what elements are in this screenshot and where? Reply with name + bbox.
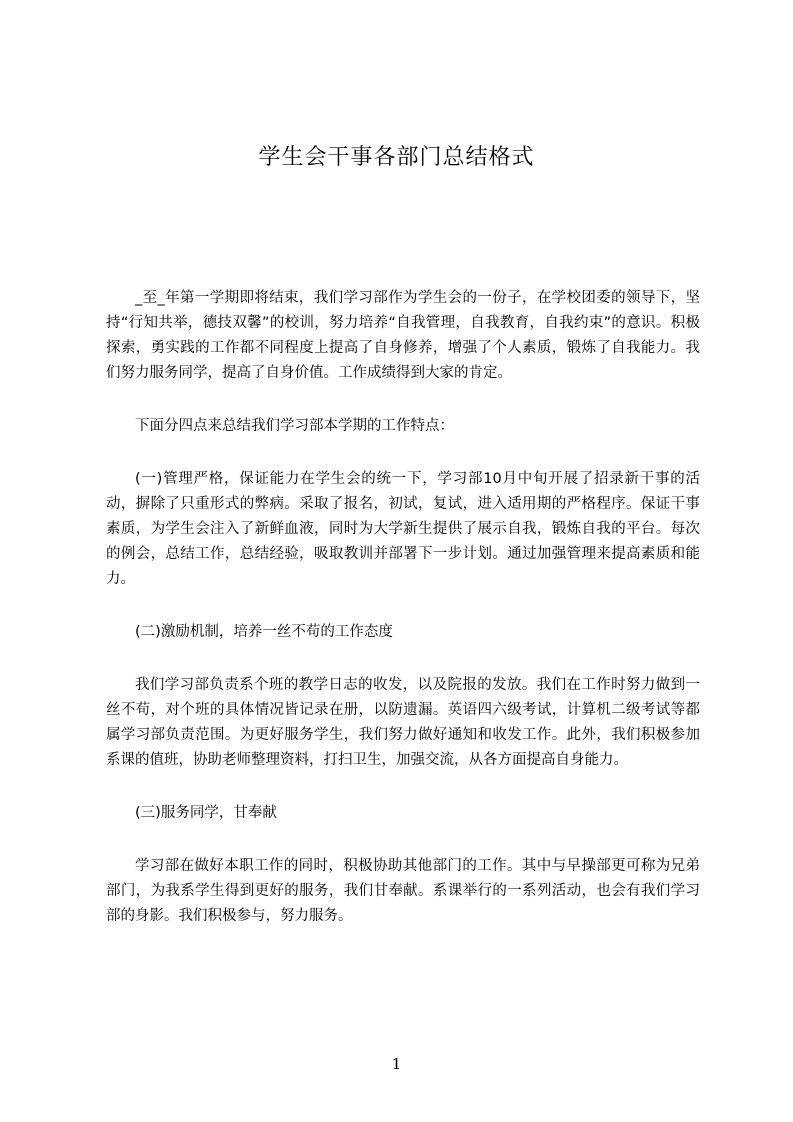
- section-2-paragraph: 我们学习部负责系个班的教学日志的收发，以及院报的发放。我们在工作时努力做到一丝不苟，对个班的具体情况皆记录在册，以防遗漏。英语四六级考试，计算机二级考试等都属学习部负责范围。为更好服务学生，我们努力做好通知和收发工作。此外，我们积极参加系课的值班，协助老师整理资料，打扫卫生，加强交流，从各方面提高自身能力。: [106, 677, 700, 768]
- intro-paragraph: _至_年第一学期即将结束，我们学习部作为学生会的一份子，在学校团委的领导下，坚持“行知共举，德技双馨”的校训，努力培养“自我管理，自我教育，自我约束”的意识。积极探索，勇实践的工作都不同程度上提高了自身修养，增强了个人素质，锻炼了自我能力。我们努力服务同学，提高了自身价值。工作成绩得到大家的肯定。: [106, 290, 700, 381]
- section-1-paragraph: (一)管理严格，保证能力在学生会的统一下，学习部10月中旬开展了招录新干事的活动，摒除了只重形式的弊病。采取了报名，初试，复试，进入适用期的严格程序。保证干事素质，为学生会注入了新鲜血液，同时为大学新生提供了展示自我，锻炼自我的平台。每次的例会，总结工作，总结经验，吸取教训并部署下一步计划。通过加强管理来提高素质和能力。: [106, 471, 700, 587]
- document-body: [106, 286, 700, 957]
- section-2-heading: (二)激励机制，培养一丝不苟的工作态度: [135, 624, 393, 640]
- section-3-paragraph: 学习部在做好本职工作的同时，积极协助其他部门的工作。其中与早操部更可称为兄弟部门，为我系学生得到更好的服务，我们甘奉献。系课举行的一系列活动，也会有我们学习部的身影。我们积极参与，努力服务。: [106, 858, 700, 924]
- document-title: 学生会干事各部门总结格式: [258, 145, 535, 170]
- overview-paragraph: 下面分四点来总结我们学习部本学期的工作特点：: [135, 418, 454, 434]
- page-number: 1: [391, 1055, 402, 1073]
- section-3-heading: (三)服务同学，甘奉献: [135, 805, 277, 821]
